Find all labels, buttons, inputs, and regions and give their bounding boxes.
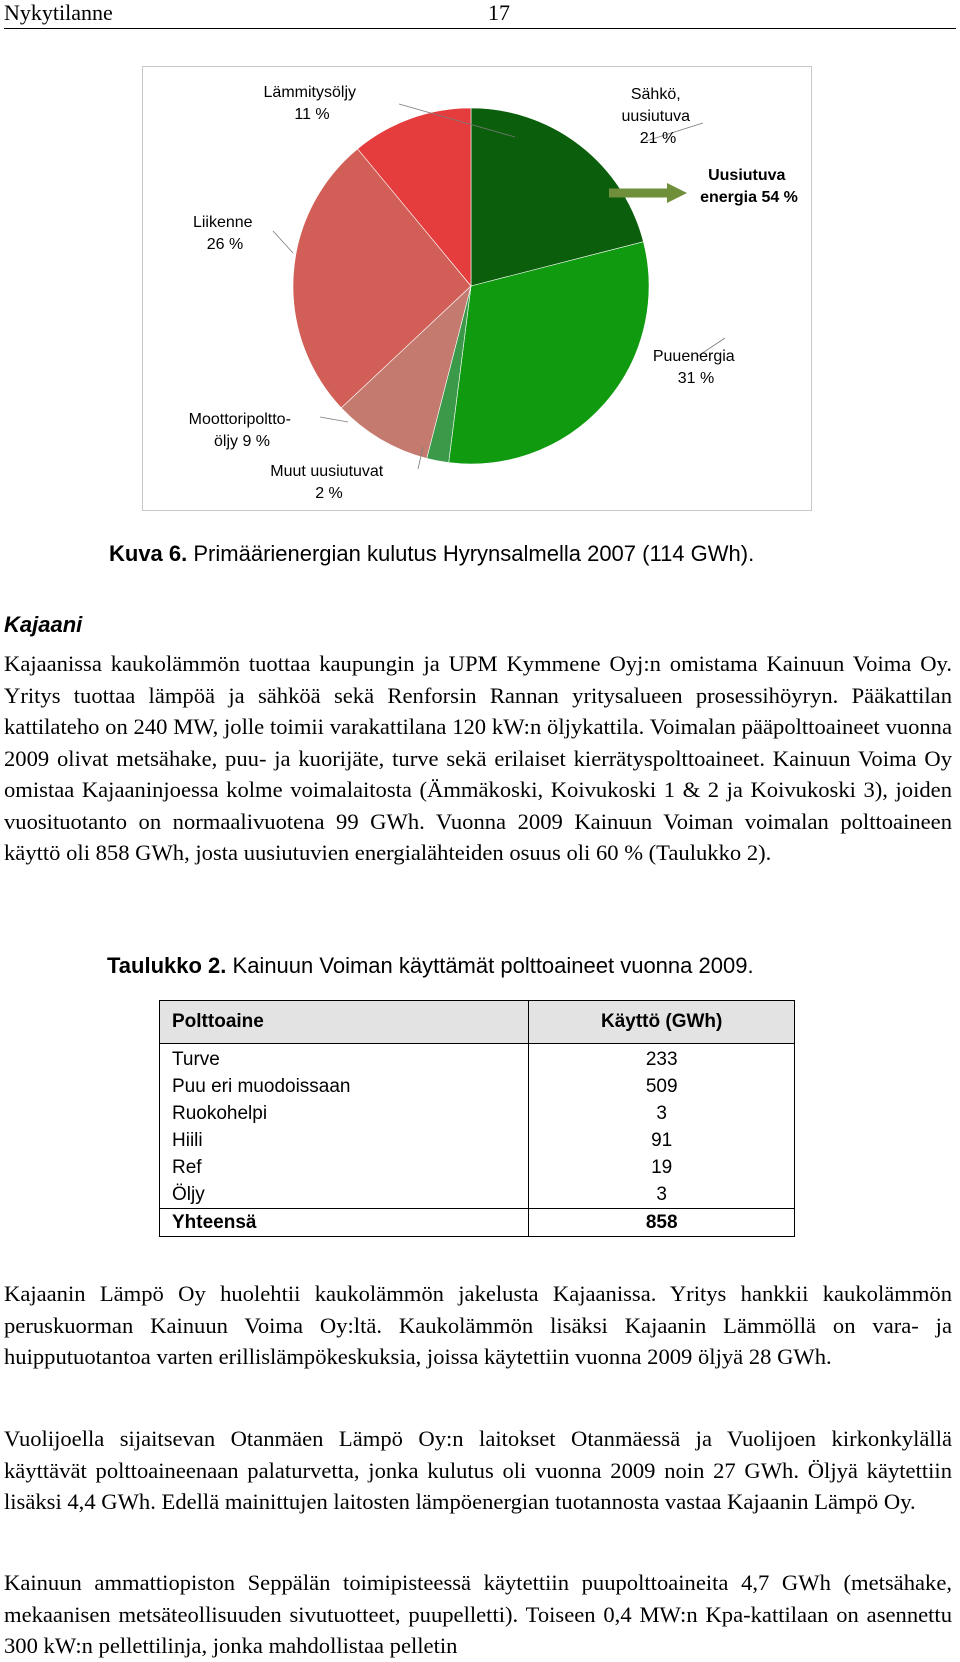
label-liikenne: Liikenne 26 % bbox=[192, 214, 253, 253]
page-number: 17 bbox=[488, 0, 510, 25]
label-sahko: Sähkö, uusiutuva 21 % bbox=[621, 86, 691, 147]
cell-fuel: Puu eri muodoissaan bbox=[160, 1073, 529, 1100]
leader-line-liikenne bbox=[273, 231, 293, 253]
figure-caption-label: Kuva 6. bbox=[109, 541, 188, 566]
table-caption bbox=[107, 952, 754, 980]
renewable-arrowhead bbox=[667, 183, 687, 203]
cell-fuel: Hiili bbox=[160, 1127, 529, 1154]
cell-fuel: Turve bbox=[160, 1044, 529, 1074]
leader-line-moottoripolttooljy bbox=[320, 417, 348, 422]
cell-fuel: Ref bbox=[160, 1154, 529, 1181]
table-caption-text: Kainuun Voiman käyttämät polttoaineet vuonna 2009. bbox=[226, 953, 754, 978]
table-row bbox=[160, 1154, 795, 1181]
paragraph-4: Kainuun ammattiopiston Seppälän toimipisteessä käytettiin puupolttoaineita 4,7 GWh (metsähake, mekaanisen metsäteollisuuden sivutuotteet, puupelletti). Toiseen 0,4 MW:n Kpa-kattilaan on asennettu 300 kW:n pellettilinja, jonka mahdollistaa pelletin bbox=[4, 1570, 952, 1658]
running-header-section: Nykytilanne bbox=[4, 0, 113, 25]
cell-fuel: Öljy bbox=[160, 1181, 529, 1209]
fuel-table bbox=[159, 1000, 795, 1237]
paragraph-1: Kajaanissa kaukolämmön tuottaa kaupungin ja UPM Kymmene Oyj:n omistama Kainuun Voima Oy. Yritys tuottaa lämpöä ja sähköä sekä Renforsin Rannan yritysalueen prosessihöyryn. Pääkattilan kattilateho on 240 MW, jolle toimii varakattilana 120 kW:n öljykattila. Voimalan pääpolttoaineet vuonna 2009 olivat metsähake, puu- ja kuorijäte, turve sekä erilaiset kierrätyspolttoaineet. Kainuun Voima Oy omistaa Kajaaninjoessa kolme voimalaitosta (Ämmäkoski, Koivukoski 1 & 2 ja Koivukoski 3), joiden vuosituotanto on normaalivuotena 99 GWh. Vuonna 2009 Kainuun Voiman voimalan polttoaineen käyttö oli 858 GWh, josta uusiutuvien energialähteiden osuus oli 60 % (Taulukko 2). bbox=[4, 651, 952, 865]
table-row bbox=[160, 1100, 795, 1127]
total-label: Yhteensä bbox=[160, 1209, 529, 1237]
pie-chart bbox=[142, 66, 812, 511]
label-muut-uusiutuvat: Muut uusiutuvat 2 % bbox=[270, 463, 384, 502]
paragraph-3: Vuolijoella sijaitsevan Otanmäen Lämpö Oy:n laitokset Otanmäessä ja Vuolijoen kirkonkylällä käyttävät polttoaineenaan palaturvetta, jonka kulutus oli vuonna 2009 noin 27 GWh. Öljyä käytettiin lisäksi 4,4 GWh. Edellä mainittujen laitosten lämpöenergian tuotannosta vastaa Kajaanin Lämpö Oy. bbox=[4, 1426, 952, 1514]
label-moottoripolttooljy: Moottoripoltto- öljy 9 % bbox=[188, 411, 291, 450]
page-header bbox=[4, 0, 956, 29]
figure-caption bbox=[109, 540, 754, 568]
table-row bbox=[160, 1044, 795, 1074]
cell-usage: 19 bbox=[529, 1154, 795, 1181]
figure-caption-text: Primäärienergian kulutus Hyrynsalmella 2007 (114 GWh). bbox=[187, 541, 755, 566]
paragraph-2: Kajaanin Lämpö Oy huolehtii kaukolämmön jakelusta Kajaanissa. Yritys hankkii kaukolämmön peruskuorman Kainuun Voima Oy:ltä. Kaukolämmön lisäksi Kajaanin Lämmöllä on vara- ja huipputuotantoa varten erillislämpökeskuksia, joissa käytettiin vuonna 2009 öljyä 28 GWh. bbox=[4, 1281, 952, 1369]
table-row bbox=[160, 1127, 795, 1154]
label-puuenergia: Puuenergia 31 % bbox=[652, 348, 735, 387]
column-header-usage: Käyttö (GWh) bbox=[529, 1001, 795, 1044]
cell-fuel: Ruokohelpi bbox=[160, 1100, 529, 1127]
table-caption-label: Taulukko 2. bbox=[107, 953, 227, 978]
label-uusiutuva-energia: Uusiutuva energia 54 % bbox=[700, 167, 798, 206]
total-value: 858 bbox=[529, 1209, 795, 1237]
cell-usage: 233 bbox=[529, 1044, 795, 1074]
table-row bbox=[160, 1181, 795, 1209]
label-lammitysoljy: Lämmitysöljy 11 % bbox=[263, 84, 357, 123]
cell-usage: 509 bbox=[529, 1073, 795, 1100]
cell-usage: 3 bbox=[529, 1100, 795, 1127]
table-row bbox=[160, 1073, 795, 1100]
column-header-fuel: Polttoaine bbox=[160, 1001, 529, 1044]
pie-chart-svg bbox=[143, 67, 811, 510]
cell-usage: 3 bbox=[529, 1181, 795, 1209]
section-heading: Kajaani bbox=[4, 612, 83, 637]
pie-slices bbox=[293, 108, 649, 464]
cell-usage: 91 bbox=[529, 1127, 795, 1154]
table-total-row bbox=[160, 1209, 795, 1237]
table-header-row bbox=[160, 1001, 795, 1044]
